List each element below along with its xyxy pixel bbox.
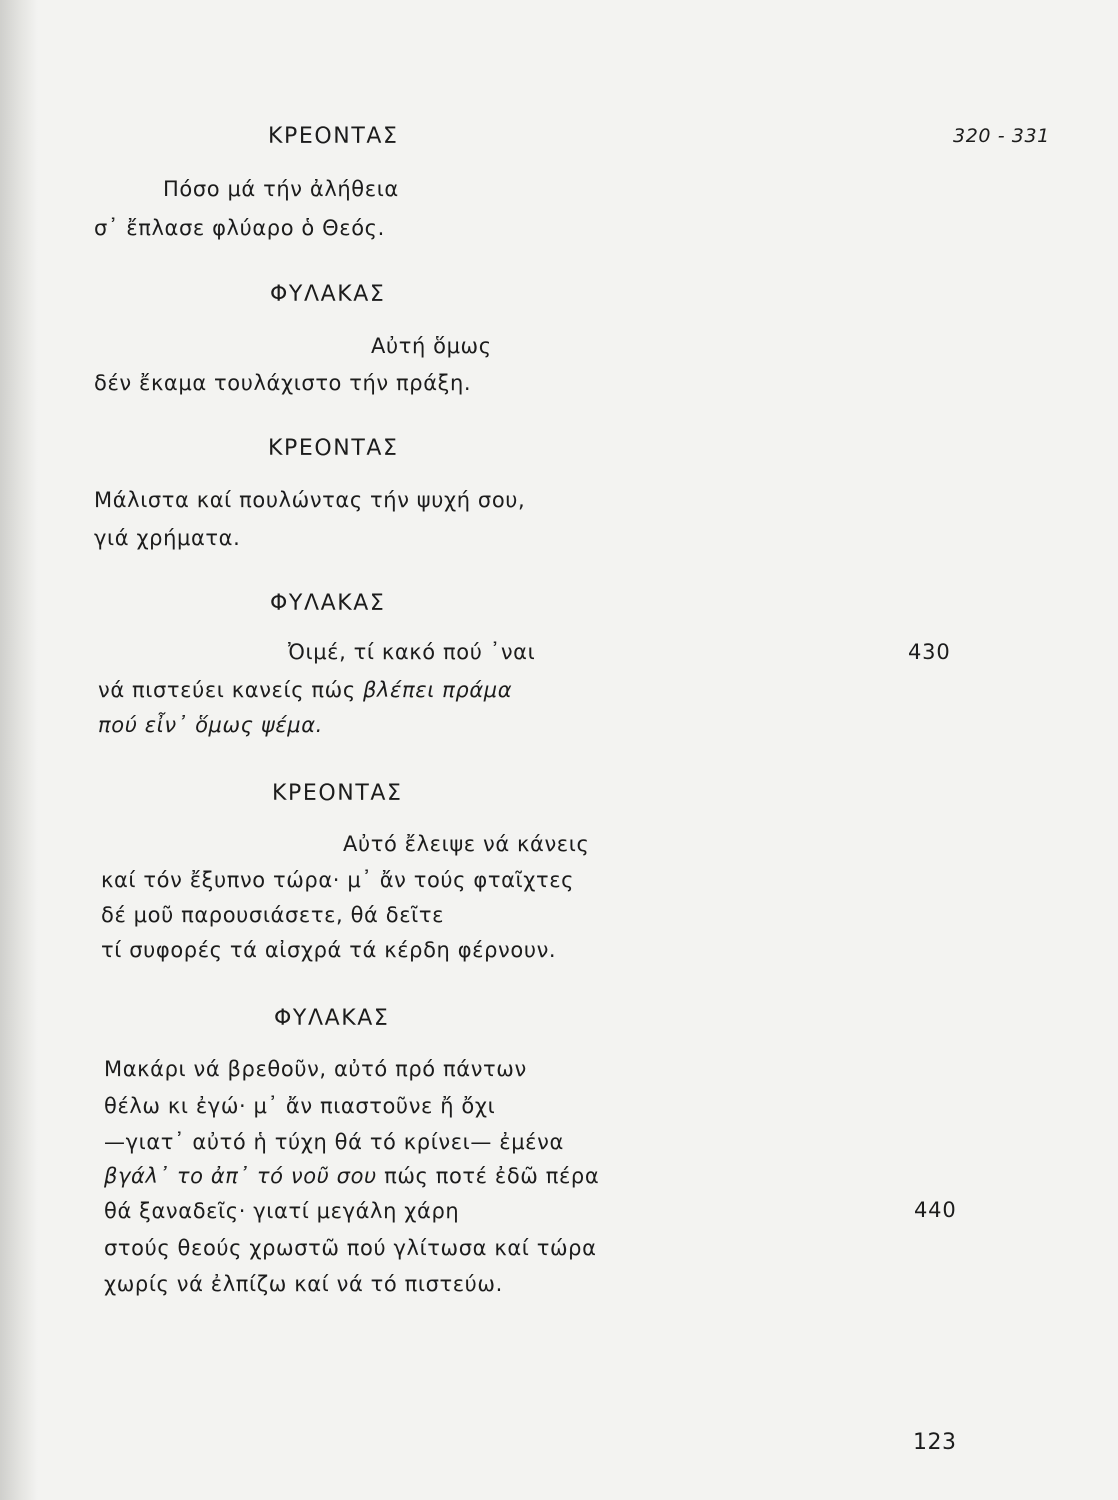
verse-text: νά πιστεύει κανείς πώς <box>98 678 364 702</box>
line-range: 320 - 331 <box>953 125 1050 147</box>
verse-line <box>104 1164 599 1188</box>
verse-line: Μάλιστα καί πουλώντας τήν ψυχή σου, <box>94 488 526 512</box>
verse-line: δέν ἔκαμα τουλάχιστο τήν πράξη. <box>94 371 472 395</box>
verse-line: —γιατ᾽ αὐτό ἡ τύχη θά τό κρίνει— ἐμένα <box>104 1130 564 1154</box>
line-number: 430 <box>908 640 951 664</box>
binding-shadow <box>0 0 38 1500</box>
speaker-name: ΚΡΕΟΝΤΑΣ <box>268 436 399 461</box>
verse-line: Πόσο μά τήν ἀλήθεια <box>163 177 399 201</box>
verse-line: Αὐτή ὅμως <box>371 334 492 358</box>
verse-line: Ὀιμέ, τί κακό πού ᾽ναι <box>288 640 536 664</box>
verse-italic-text: βλέπει πράμα <box>363 678 513 702</box>
verse-italic-text: βγάλ᾽ το ἀπ᾽ τό νοῦ σου <box>104 1164 377 1188</box>
verse-line: θέλω κι ἐγώ· μ᾽ ἄν πιαστοῦνε ἤ ὄχι <box>104 1094 496 1118</box>
page-number: 123 <box>913 1430 957 1455</box>
speaker-name: ΦΥΛΑΚΑΣ <box>274 1006 390 1031</box>
verse-line: πού εἶν᾽ ὅμως ψέμα. <box>98 713 323 737</box>
verse-line: γιά χρήματα. <box>94 526 241 550</box>
verse-line: χωρίς νά ἐλπίζω καί νά τό πιστεύω. <box>104 1272 503 1296</box>
verse-line: Αὐτό ἔλειψε νά κάνεις <box>343 832 590 856</box>
speaker-name: ΚΡΕΟΝΤΑΣ <box>272 781 403 806</box>
verse-line <box>98 678 512 702</box>
speaker-name: ΦΥΛΑΚΑΣ <box>270 282 386 307</box>
speaker-name: ΚΡΕΟΝΤΑΣ <box>268 124 399 149</box>
speaker-name: ΦΥΛΑΚΑΣ <box>270 591 386 616</box>
verse-line: σ᾽ ἔπλασε φλύαρο ὁ Θεός. <box>94 216 385 240</box>
verse-line: Μακάρι νά βρεθοῦν, αὐτό πρό πάντων <box>104 1057 527 1081</box>
verse-text: πώς ποτέ ἐδῶ πέρα <box>376 1164 600 1188</box>
verse-line: τί συφορές τά αἰσχρά τά κέρδη φέρνουν. <box>101 938 557 962</box>
line-number: 440 <box>914 1198 957 1222</box>
verse-line: θά ξαναδεῖς· γιατί μεγάλη χάρη <box>104 1199 460 1223</box>
verse-line: καί τόν ἔξυπνο τώρα· μ᾽ ἄν τούς φταῖχτες <box>101 868 575 892</box>
verse-line: στούς θεούς χρωστῶ πού γλίτωσα καί τώρα <box>104 1236 597 1260</box>
verse-line: δέ μοῦ παρουσιάσετε, θά δεῖτε <box>101 903 445 927</box>
